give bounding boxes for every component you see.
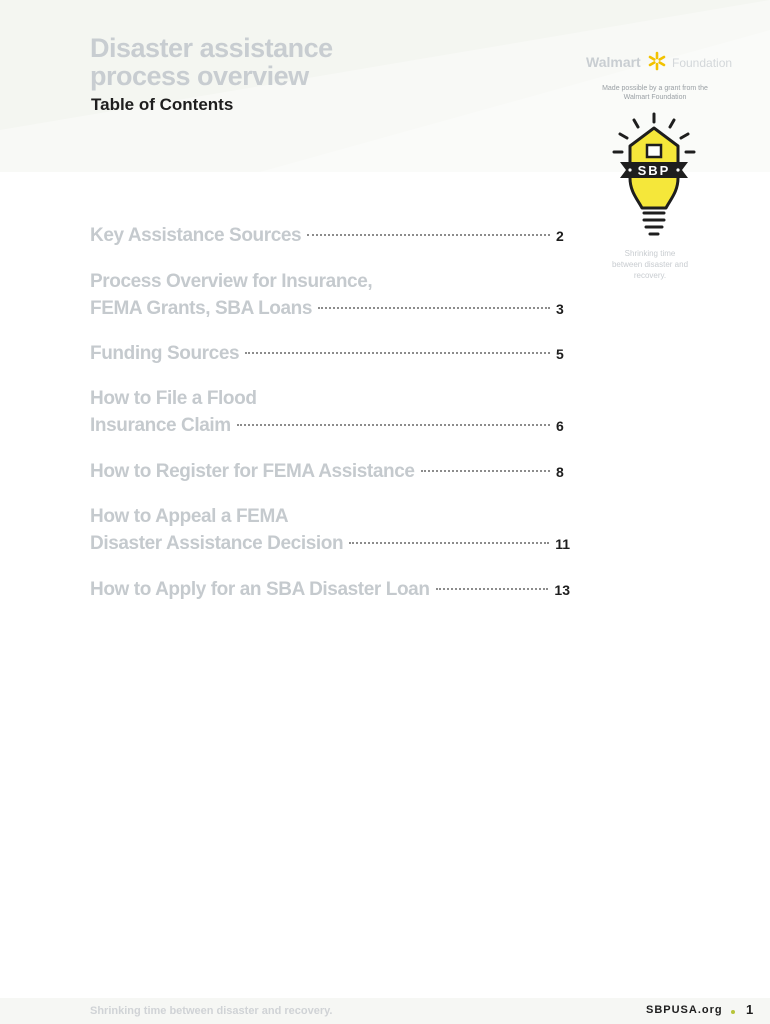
footer-separator-dot: [731, 1010, 735, 1014]
footer-website[interactable]: SBPUSA.org: [646, 1004, 723, 1016]
toc-line: [90, 340, 570, 368]
toc-entry-title: Insurance Claim: [90, 415, 231, 436]
toc-dot-leader: [245, 352, 550, 354]
toc-line: [90, 385, 570, 412]
toc-page-number: 11: [555, 536, 570, 552]
toc-entry[interactable]: [90, 268, 570, 323]
toc-line: [90, 530, 570, 558]
toc-entry-title: FEMA Grants, SBA Loans: [90, 298, 313, 319]
toc-entry-title: How to Apply for an SBA Disaster Loan: [90, 579, 430, 600]
toc-entry-title: How to Register for FEMA Assistance: [90, 461, 415, 482]
foundation-wordmark: Foundation: [672, 56, 733, 70]
toc-dot-leader: [318, 307, 550, 309]
grant-note: Made possible by a grant from the Walmart Foundation: [602, 85, 708, 101]
toc-entry-title: Process Overview for Insurance,: [90, 271, 373, 292]
toc-entry[interactable]: [90, 222, 570, 250]
toc-dot-leader: [307, 234, 550, 236]
toc-entry-title: Key Assistance Sources: [90, 225, 302, 246]
footer-page-number: 1: [746, 1002, 754, 1017]
title-line-2: process overview: [90, 61, 309, 91]
toc-line: [90, 576, 570, 604]
toc-line: [90, 295, 570, 323]
sbp-lightbulb-logo: [612, 112, 696, 248]
toc-entry[interactable]: [90, 458, 570, 486]
title-line-1: Disaster assistance: [90, 33, 333, 63]
toc-entry-title: How to File a Flood: [90, 388, 257, 409]
toc-entry-title: Funding Sources: [90, 343, 240, 364]
toc-page-number: 13: [554, 582, 570, 598]
toc-dot-leader: [349, 542, 549, 544]
toc-page-number: 8: [556, 464, 564, 480]
walmart-wordmark: Walmart: [586, 54, 641, 70]
walmart-spark-icon: [646, 50, 668, 72]
toc-dot-leader: [421, 470, 550, 472]
toc-dot-leader: [237, 424, 550, 426]
table-of-contents: [90, 222, 570, 604]
toc-line: [90, 458, 570, 486]
toc-page-number: 2: [556, 228, 564, 244]
logo-tagline: Shrinking time between disaster and recovery.: [611, 249, 689, 280]
toc-page-number: 3: [556, 301, 564, 317]
toc-line: [90, 222, 570, 250]
toc-dot-leader: [436, 588, 549, 590]
toc-entry[interactable]: [90, 503, 570, 558]
page-subtitle: Table of Contents: [91, 95, 234, 114]
toc-line: [90, 268, 570, 295]
toc-entry-title: Disaster Assistance Decision: [90, 533, 344, 554]
toc-page-number: 5: [556, 346, 564, 362]
toc-line: [90, 412, 570, 440]
page-title: [90, 34, 333, 90]
toc-entry[interactable]: [90, 340, 570, 368]
toc-entry[interactable]: [90, 385, 570, 440]
footer-tagline: Shrinking time between disaster and recovery.: [90, 1005, 333, 1017]
sbp-logo-text: SBP: [637, 163, 671, 178]
toc-line: [90, 503, 570, 530]
toc-entry[interactable]: [90, 576, 570, 604]
toc-entry-title: How to Appeal a FEMA: [90, 506, 289, 527]
toc-page-number: 6: [556, 418, 564, 434]
